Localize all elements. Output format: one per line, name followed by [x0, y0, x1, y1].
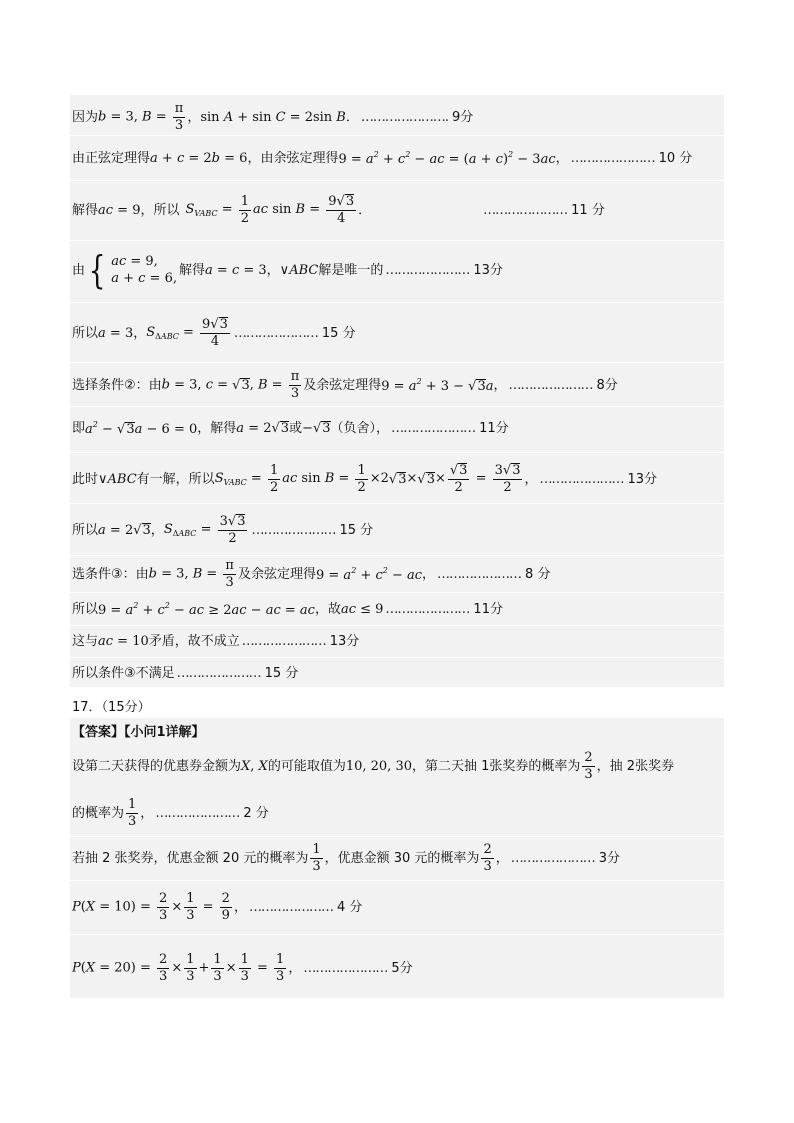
formula: $S_{VABC}$ = $\frac{1}{2}$ ac sin B = $\frac{1}{2}$ ×2 √ 3 × √ 3 × √ 3 2 = 3 √ 3 2	[214, 462, 521, 495]
solution-line-7: 即 $a^2$ − √ 3 a − 6 = 0 ，解得 a = 2 √ 3 或 − √ 3 （负舍）， ………………… 11分	[72, 419, 509, 437]
formula: $9 = a^2 + 3$ − √ 3 a	[381, 376, 494, 394]
formula: $\frac{1}{3}$	[128, 796, 137, 829]
solution-line-11: 所以 $9 = a^2 + c^2$ − ac ≥ 2ac − ac = ac ，故 ac ≤ 9 ………………… 11分	[72, 600, 503, 618]
solution-line-9: 所以 a = 2 √ 3 ， $S_{\Delta ABC}$ = 3 √ 3 2 ………………… 15 分	[72, 514, 374, 546]
formula: a = 3	[98, 325, 134, 341]
solution-line-10: 选条件③：由 b = 3, B = $\frac{\pi}{3}$ 及余弦定理得 $9 = a^2 + c^2$ − ac ， ………………… 8 分	[72, 557, 551, 590]
separator	[70, 503, 724, 504]
formula: $\frac{2}{3}$	[483, 841, 492, 874]
formula: ∨ABC	[98, 471, 137, 487]
solution-line-12: 这与 ac = 10 矛盾，故不成立 ………………… 13分	[72, 633, 360, 649]
formula: $S_{\Delta ABC}$ = 3 √ 3 2	[163, 514, 246, 546]
formula: b = 3, B = $\frac{\pi}{3}$	[98, 100, 184, 133]
separator	[70, 625, 724, 626]
formula: $9 = a^2 + c^2$ − ac = $(a + c)^2 - 3ac$	[338, 149, 556, 167]
separator	[70, 836, 724, 837]
separator	[70, 362, 724, 363]
formula: $9 = a^2 + c^2$ − ac	[315, 565, 423, 583]
separator	[70, 555, 724, 556]
formula: X, X	[241, 758, 268, 774]
formula: $\frac{2}{3}$	[584, 749, 593, 782]
answer-tag: 【答案】【小问1详解】	[72, 724, 205, 740]
separator	[70, 302, 724, 303]
formula: a = 2 √ 3	[98, 523, 151, 538]
solution-line-8: 此时 ∨ABC 有一解，所以 $S_{VABC}$ = $\frac{1}{2}$ ac sin B = $\frac{1}{2}$ ×2 √ 3 × √ 3 × √ 3 2 = 3 √ 3 2 ， ………………… 13分	[72, 462, 658, 495]
separator	[70, 180, 724, 181]
formula: P(X = 20) = $\frac{2}{3}$ × $\frac{1}{3}$ + $\frac{1}{3}$ × $\frac{1}{3}$ = $\frac{1}{3}$	[72, 951, 285, 984]
formula: P(X = 10) = $\frac{2}{3}$ × $\frac{1}{3}$ = $\frac{2}{9}$	[72, 890, 230, 923]
formula: $\frac{1}{3}$	[312, 841, 321, 874]
solution-line-4: 由 { ac = 9, a + c = 6, 解得 a = c = 3 ， ∨ABC 解是唯一的 ………………… 13分	[72, 248, 503, 292]
formula: − √ 3	[302, 421, 331, 436]
formula: ac = 9	[98, 202, 141, 218]
formula: ∨ABC	[279, 262, 319, 278]
formula: $S_{VABC}$ = $\frac{1}{2}$ ac sin B = 9 √ 3 4	[185, 193, 355, 226]
q17-line-3: 若抽 2 张奖券，优惠金额 20 元的概率为 $\frac{1}{3}$ ，优惠金额 30 元的概率为 $\frac{2}{3}$ ， ………………… 3分	[72, 841, 621, 874]
separator	[70, 934, 724, 935]
q17-line-1: 设第二天获得的优惠券金额为 X, X 的可能取值为 10, 20, 30 ，第二天抽 1张奖券的概率为 $\frac{2}{3}$ ，抽 2张奖券	[72, 749, 675, 782]
q17-line-4: P(X = 10) = $\frac{2}{3}$ × $\frac{1}{3}$ = $\frac{2}{9}$ ， ………………… 4 分	[72, 890, 363, 923]
solution-line-1: 因为 b = 3, B = $\frac{\pi}{3}$ ， sin A + sin C = 2sin B ． …………………. 9分	[72, 100, 474, 133]
separator	[70, 240, 724, 241]
formula: ac ≤ 9	[340, 601, 384, 617]
solution-line-3: 解得 ac = 9 ，所以 $S_{VABC}$ = $\frac{1}{2}$ ac sin B = 9 √ 3 4 ． ………………… 11 分	[72, 193, 605, 226]
formula: a = c = 3	[205, 262, 267, 278]
formula: $9 = a^2 + c^2$ − ac ≥ 2ac − ac = ac	[98, 600, 315, 618]
q17-line-5: P(X = 20) = $\frac{2}{3}$ × $\frac{1}{3}$ + $\frac{1}{3}$ × $\frac{1}{3}$ = $\frac{1}{3}$ ， ………………… 5分	[72, 951, 413, 984]
equation-system: { ac = 9, a + c = 6,	[88, 248, 177, 292]
separator	[70, 452, 724, 453]
formula: b = 3, B = $\frac{\pi}{3}$	[148, 557, 234, 590]
formula: $a^2$ − √ 3 a − 6 = 0	[85, 419, 198, 437]
formula: a + c = 2b = 6	[150, 150, 248, 166]
formula: $S_{\Delta ABC}$ = 9 √ 3 4	[146, 317, 228, 349]
separator	[70, 406, 724, 407]
formula: b = 3, c = √ 3 , B = $\frac{\pi}{3}$	[161, 368, 300, 401]
solution-line-5: 所以 a = 3 ， $S_{\Delta ABC}$ = 9 √ 3 4 ………………… 15 分	[72, 317, 356, 349]
formula: a = 2 √ 3	[236, 421, 290, 436]
formula: sin A + sin C = 2sin B	[200, 109, 346, 125]
solution-line-13: 所以条件③不满足 ………………… 15 分	[72, 665, 299, 681]
q17-line-2: 的概率为 $\frac{1}{3}$ ， ………………… 2 分	[72, 796, 269, 829]
solution-line-6: 选择条件②：由 b = 3, c = √ 3 , B = $\frac{\pi}{3}$ 及余弦定理得 $9 = a^2 + 3$ − √ 3 a ， ………………… 8分	[72, 368, 618, 401]
formula: 10, 20, 30	[345, 758, 412, 774]
question-17-header: 17．（15分）	[72, 700, 151, 715]
solution-line-2: 由正弦定理得 a + c = 2b = 6 ，由余弦定理得 $9 = a^2 + c^2$ − ac = $(a + c)^2 - 3ac$ ， ………………… 10 分	[72, 149, 693, 167]
separator	[70, 592, 724, 593]
formula: ac = 10	[98, 633, 149, 649]
separator	[70, 657, 724, 658]
separator	[70, 880, 724, 881]
separator	[70, 135, 724, 136]
